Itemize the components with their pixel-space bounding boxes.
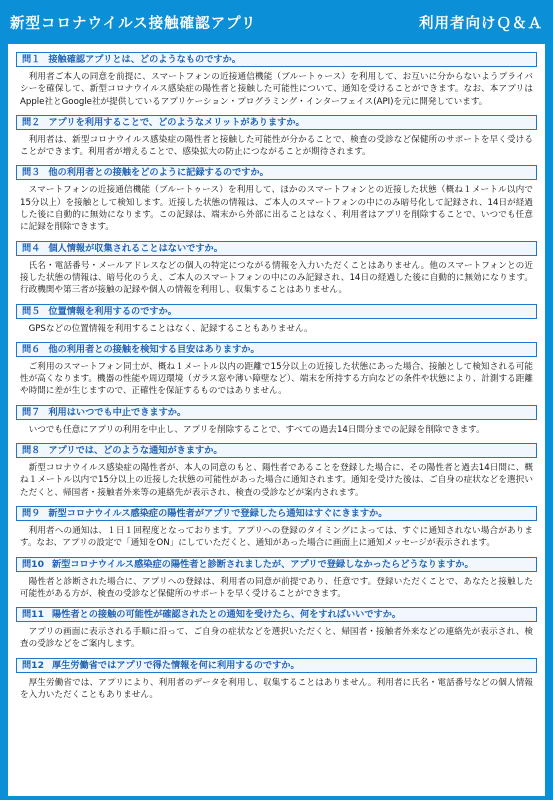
question-number: 問２ [22,116,41,128]
question-text: 接触確認アプリとは、どのようなものですか。 [48,54,241,65]
qa-item-5 [16,304,537,338]
question-number: 問12 [22,659,44,671]
question-12 [16,658,537,673]
question-text: 他の利用者との接触をどのように記録するのですか。 [48,167,269,179]
answer-2: 利用者は、新型コロナウイルス感染症の陽性者と接触した可能性が分かることで、検査の受診など保健所のサポートを早く受けることができます。利用者が増えることで、感染拡大の防止につながることが期待されます。 [20,134,533,158]
question-text: 陽性者との接触の可能性が確認されたとの通知を受けたら、何をすればいいですか。 [51,609,402,621]
answer-10: 陽性者と診断された場合に、アプリへの登録は、利用者の同意が前提であり、任意です。登録いただくことで、あなたと接触した可能性がある方が、検査の受診など保健所のサポートを早く受けることができます。 [20,576,533,599]
qa-item-2 [16,115,537,162]
answer-3: スマートフォンの近接通信機能（ブルートゥース）を利用して、ほかのスマートフォンとの近接した状態（概ね１メートル以内で15分以上）を接触として検知します。近接した状態の情報は、ご本人のスマートフォンの中にのみ暗号化して記録され、14日が経過した後に自動的に無効になります。この記録は、端末から外部に出ることはなく、利用者はアプリを削除することで、いつでも任意に記録を削除できます。 [20,185,533,233]
question-8 [16,443,537,458]
question-number: 問６ [22,343,41,355]
question-7 [16,405,537,420]
answer-5: GPSなどの位置情報を利用することはなく、記録することもありません。 [28,323,313,334]
page-header [0,0,553,44]
answer-4: 氏名・電話番号・メールアドレスなどの個人の特定につながる情報を入力いただくことはありません。他のスマートフォンとの近接した状態の情報は、暗号化のうえ、ご本人のスマートフォンの中にのみ記録され、14日の経過した後に自動的に無効になります。行政機関や第三者が接触の記録や個人の情報を利用し、収集することはありません。 [20,260,533,296]
qa-item-6 [16,342,537,401]
question-number: 問４ [22,242,41,254]
question-9 [16,506,537,521]
question-3 [16,165,537,180]
question-number: 問５ [22,305,41,317]
question-text: 他の利用者との接触を検知する目安はありますか。 [48,343,260,355]
answer-12: 厚生労働省では、アプリにより、利用者のデータを利用し、収集することはありません。利用者に氏名・電話番号などの個人情報を入力いただくこともありません。 [20,677,533,701]
answer-6: ご利用のスマートフォン同士が、概ね１メートル以内の距離で15分以上の近接した状態にあった場合、接触として検知される可能性が高くなります。機器の性能や周辺環境（ガラス窓や薄い障壁など）、端末を所持する方向などの条件や状態により、計測する距離や時間に差が生じますので、正確性を保証するものではありません。 [20,361,533,397]
question-4 [16,241,537,256]
question-text: 利用はいつでも中止できますか。 [48,406,187,418]
question-text: 位置情報を利用するのですか。 [48,305,177,317]
question-5 [16,304,537,319]
qa-item-9 [16,506,537,553]
question-2 [16,115,537,130]
question-number: 問10 [22,558,44,570]
question-1 [16,52,537,67]
answer-9: 利用者への通知は、１日１回程度となっております。アプリへの登録のタイミングによっては、すぐに通知されない場合があります。なお、アプリの設定で「通知をON」にしていただくと、通知があった場合に画面上に通知メッセージが表示されます。 [20,525,533,549]
question-text: アプリでは、どのような通知がきますか。 [48,445,223,457]
qa-item-10 [16,557,537,604]
qa-item-4 [16,241,537,300]
question-text: 個人情報が収集されることはないですか。 [48,242,223,254]
qa-item-7 [16,405,537,439]
question-11 [16,607,537,622]
question-number: 問９ [22,507,41,519]
qa-item-1 [16,52,537,111]
question-text: 新型コロナウイルス感染症の陽性者と診断されましたが、アプリで登録しなかったらどうなりますか。 [51,558,474,570]
question-10 [16,557,537,572]
answer-1: 利用者ご本人の同意を前提に、スマートフォンの近接通信機能（ブルートゥース）を利用して、お互いに分からないようプライバシーを確保して、新型コロナウイルス感染症の陽性者と接触した可能性について、通知を受けることができます。なお、本アプリはApple社とGoogle社が提供しているアプリケーション・プログラミング・インターフェイス(API)を元に開発しています。 [20,72,533,107]
answer-8: 新型コロナウイルス感染症の陽性者が、本人の同意のもと、陽性者であることを登録した場合に、その陽性者と過去14日間に、概ね１メートル以内で15分以上の近接した状態の可能性があった場合に通知されます。通知を受けた後は、ご自身の症状などを選択いただくと、帰国者・接触者外来等の連絡先が表示され、検査の受診などが案内されます。 [20,463,533,498]
qa-item-11 [16,607,537,654]
question-text: アプリを利用することで、どのようなメリットがありますか。 [48,116,305,128]
page-title: 新型コロナウイルス接触確認アプリ [10,15,257,32]
qa-item-3 [16,165,537,236]
page-subtitle: 利用者向けＱ＆Ａ [419,15,543,32]
qa-item-8 [16,443,537,502]
qa-panel [8,44,545,796]
question-number: 問11 [22,609,44,621]
answer-7: いつでも任意にアプリの利用を中止し、アプリを削除することで、すべての過去14日間分までの記録を削除できます。 [28,424,485,435]
question-6 [16,342,537,357]
question-text: 厚生労働省ではアプリで得た情報を何に利用するのですか。 [51,659,300,671]
question-number: 問３ [22,167,41,179]
question-number: 問８ [22,445,41,457]
qa-item-12 [16,658,537,705]
question-number: 問７ [22,406,41,418]
question-number: 問１ [22,54,41,65]
answer-11: アプリの画面に表示される手順に沿って、ご自身の症状などを選択いただくと、帰国者・接触者外来などの連絡先が表示され、検査の受診などをご案内します。 [20,627,533,650]
question-text: 新型コロナウイルス感染症の陽性者がアプリで登録したら通知はすぐにきますか。 [48,507,388,519]
